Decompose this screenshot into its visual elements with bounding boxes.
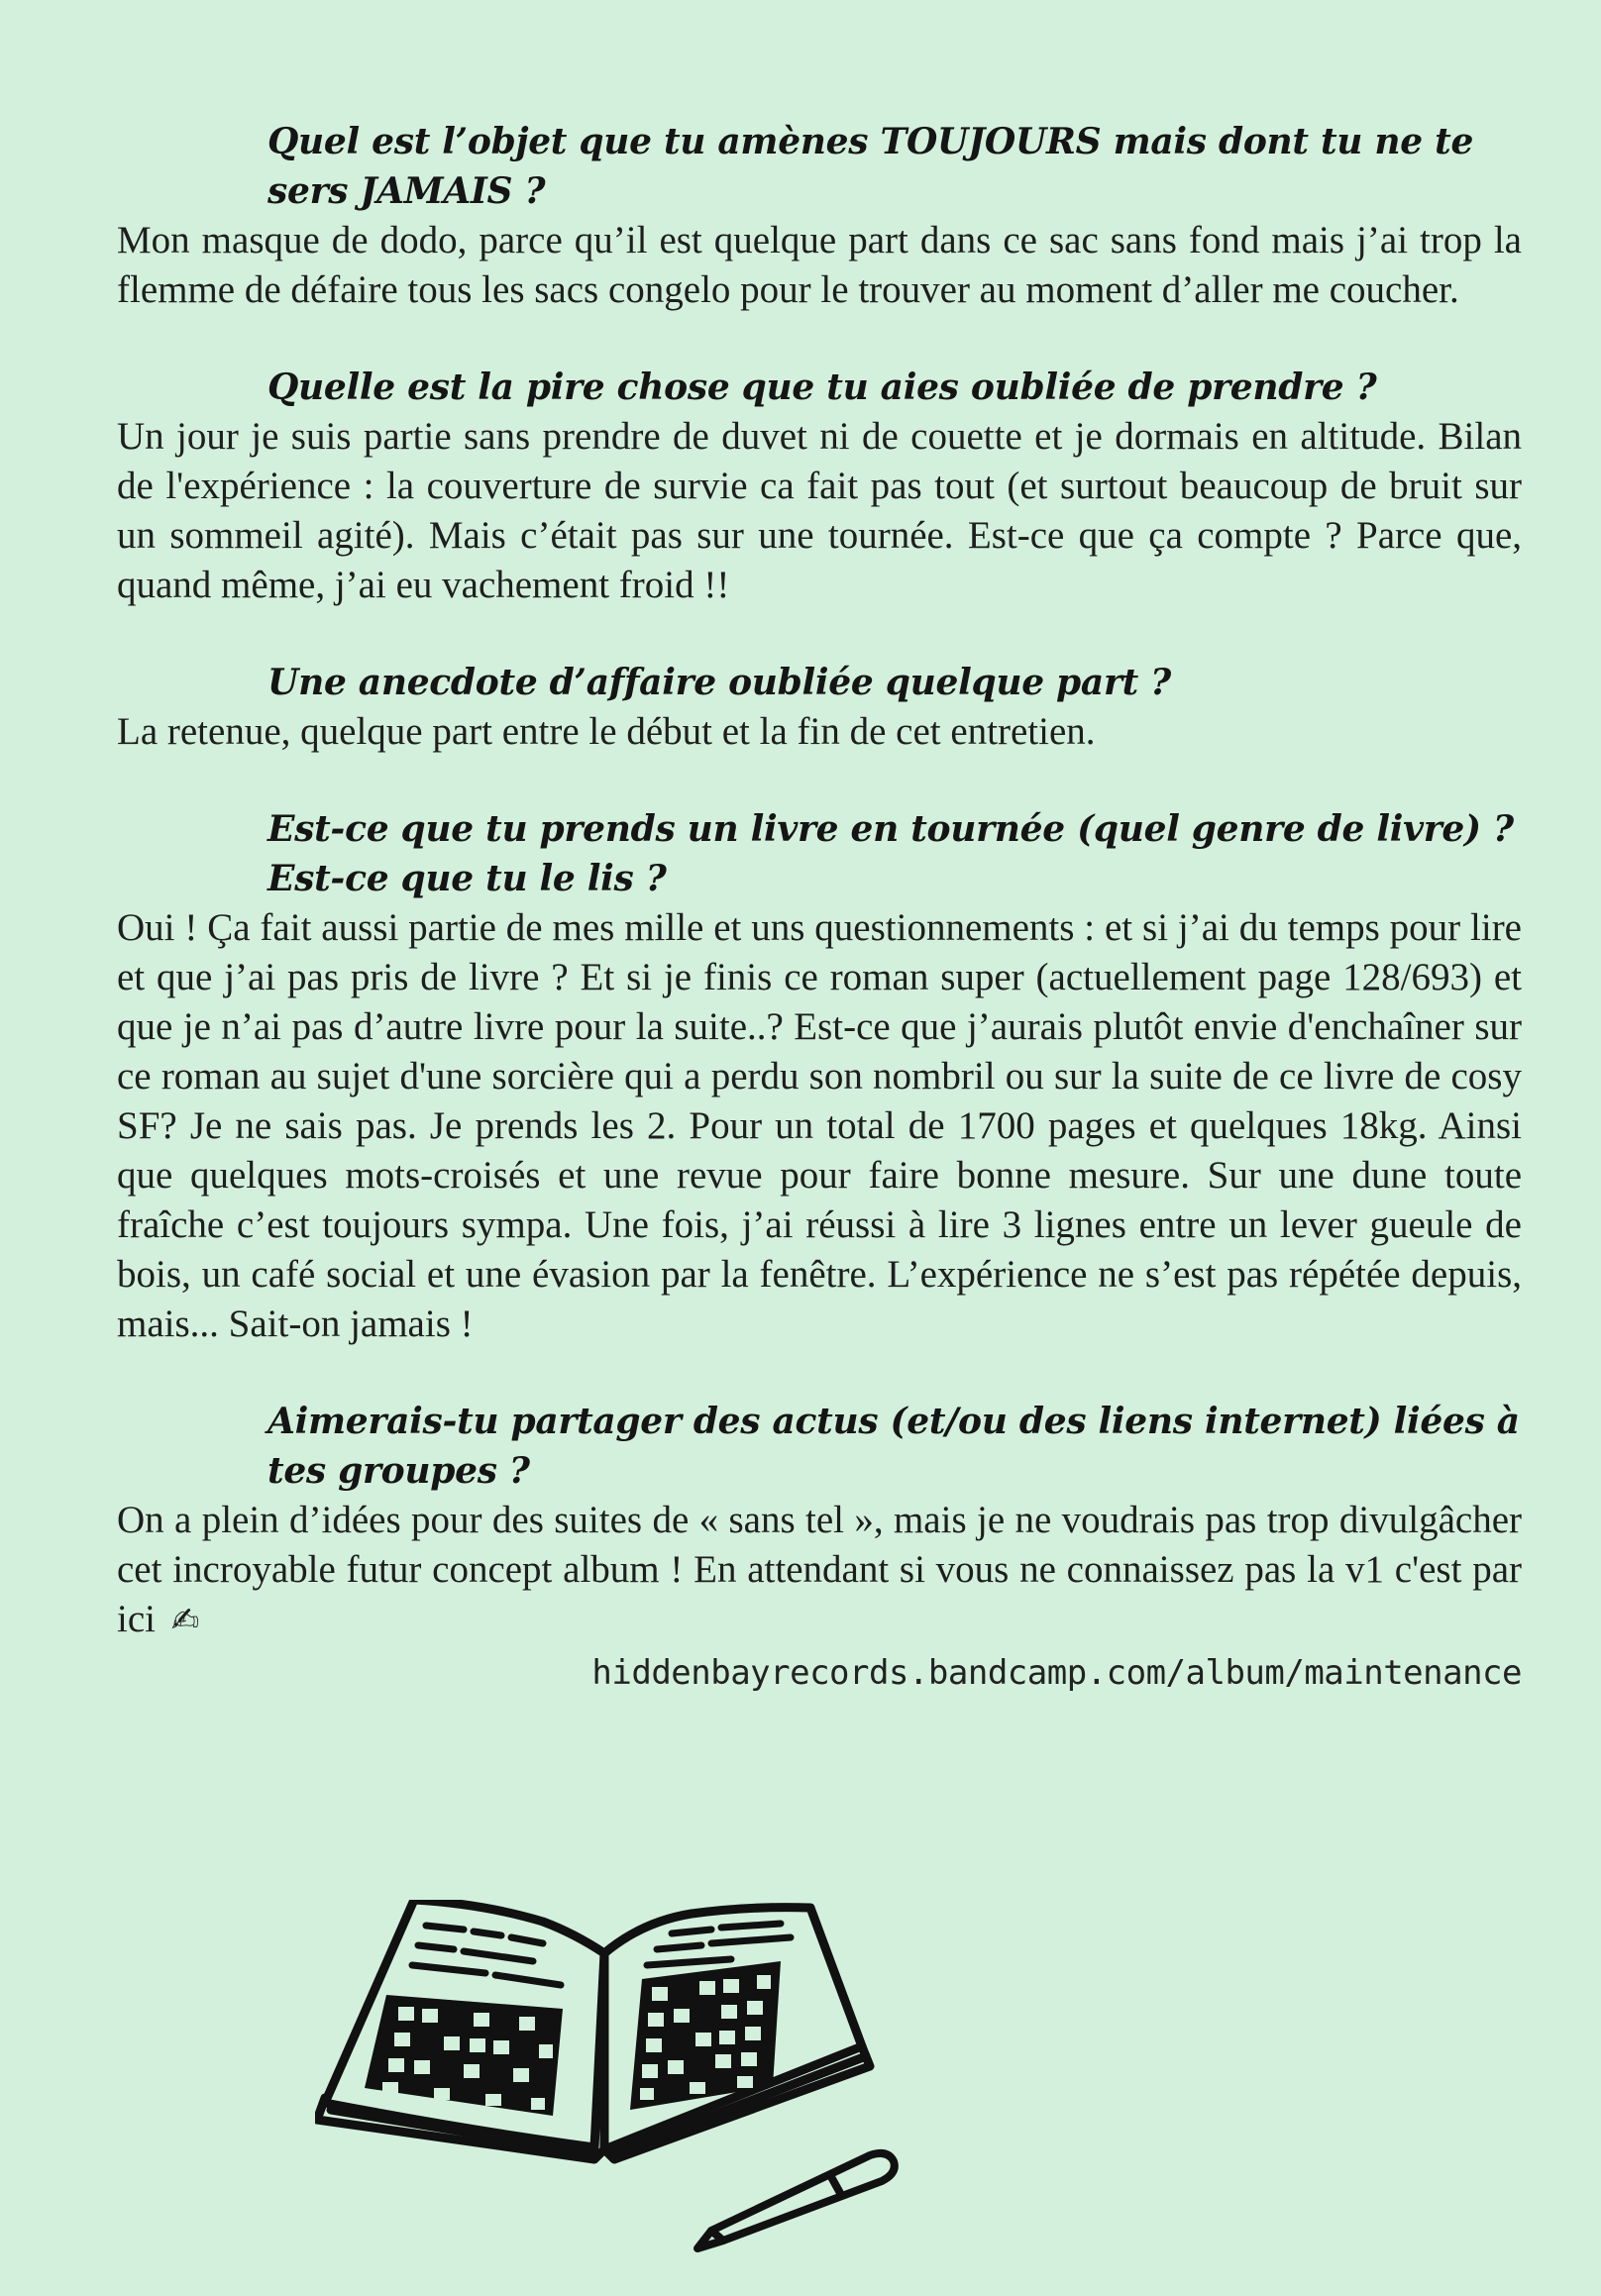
qa-block <box>117 658 1522 757</box>
question-heading: Une anecdote d’affaire oubliée quelque part ? <box>267 662 1171 703</box>
qa-block <box>117 804 1522 1349</box>
bandcamp-link[interactable]: hiddenbayrecords.bandcamp.com/album/maintenance <box>591 1653 1522 1693</box>
open-book-crossword-with-pen-icon <box>315 1900 909 2296</box>
question-heading: Est-ce que tu prends un livre en tournée (quel genre de livre) ? Est-ce que tu le lis ? <box>267 808 1514 899</box>
answer-paragraph: Un jour je suis partie sans prendre de duvet ni de couette et je dormais en altitude. Bilan de l'expérience : la couverture de survie ca fait pas tout (et surtout beaucoup de bruit sur un sommeil agité). Mais c’était pas sur une tournée. Est-ce que ça compte ? Parce que, quand même, j’ai eu vachement froid !! <box>117 415 1522 606</box>
qa-block <box>117 117 1522 315</box>
answer-paragraph: Mon masque de dodo, parce qu’il est quelque part dans ce sac sans fond mais j’ai trop la flemme de défaire tous les sacs congelo pour le trouver au moment d’aller me coucher. <box>117 219 1522 311</box>
qa-block <box>117 1397 1522 1693</box>
question-heading: Quel est l’objet que tu amènes TOUJOURS mais dont tu ne te sers JAMAIS ? <box>267 121 1474 212</box>
answer-paragraph: Oui ! Ça fait aussi partie de mes mille et uns questionnements : et si j’ai du temps pour lire et que j’ai pas pris de livre ? Et si je finis ce roman super (actuellement page 128/693) et que je n’ai pas d’autre livre pour la suite..? Est-ce que j’aurais plutôt envie d'enchaîner sur ce roman au sujet d'une sorcière qui a perdu son nombril ou sur la suite de ce livre de cosy SF? Je ne sais pas. Je prends les 2. Pour un total de 1700 pages et quelques 18kg. Ainsi que quelques mots-croisés et une revue pour faire bonne mesure. Sur une dune toute fraîche c’est toujours sympa. Une fois, j’ai réussi à lire 3 lignes entre un lever gueule de bois, un café social et une évasion par la fenêtre. L’expérience ne s’est pas répétée depuis, mais... Sait-on jamais ! <box>117 906 1522 1345</box>
pointing-hand-icon: ✍ <box>170 1601 200 1640</box>
question-heading: Aimerais-tu partager des actus (et/ou des liens internet) liées à tes groupes ? <box>267 1401 1520 1492</box>
answer-paragraph <box>117 1496 1522 1645</box>
question-heading: Quelle est la pire chose que tu aies oubliée de prendre ? <box>267 366 1377 408</box>
answer-paragraph: La retenue, quelque part entre le début et la fin de cet entretien. <box>117 710 1096 753</box>
interview-page <box>117 117 1522 1740</box>
qa-block <box>117 363 1522 610</box>
answer-text: On a plein d’idées pour des suites de « sans tel », mais je ne voudrais pas trop divulgâcher cet incroyable futur concept album ! En attendant si vous ne connaissez pas la v1 c'est par ici <box>117 1499 1522 1640</box>
